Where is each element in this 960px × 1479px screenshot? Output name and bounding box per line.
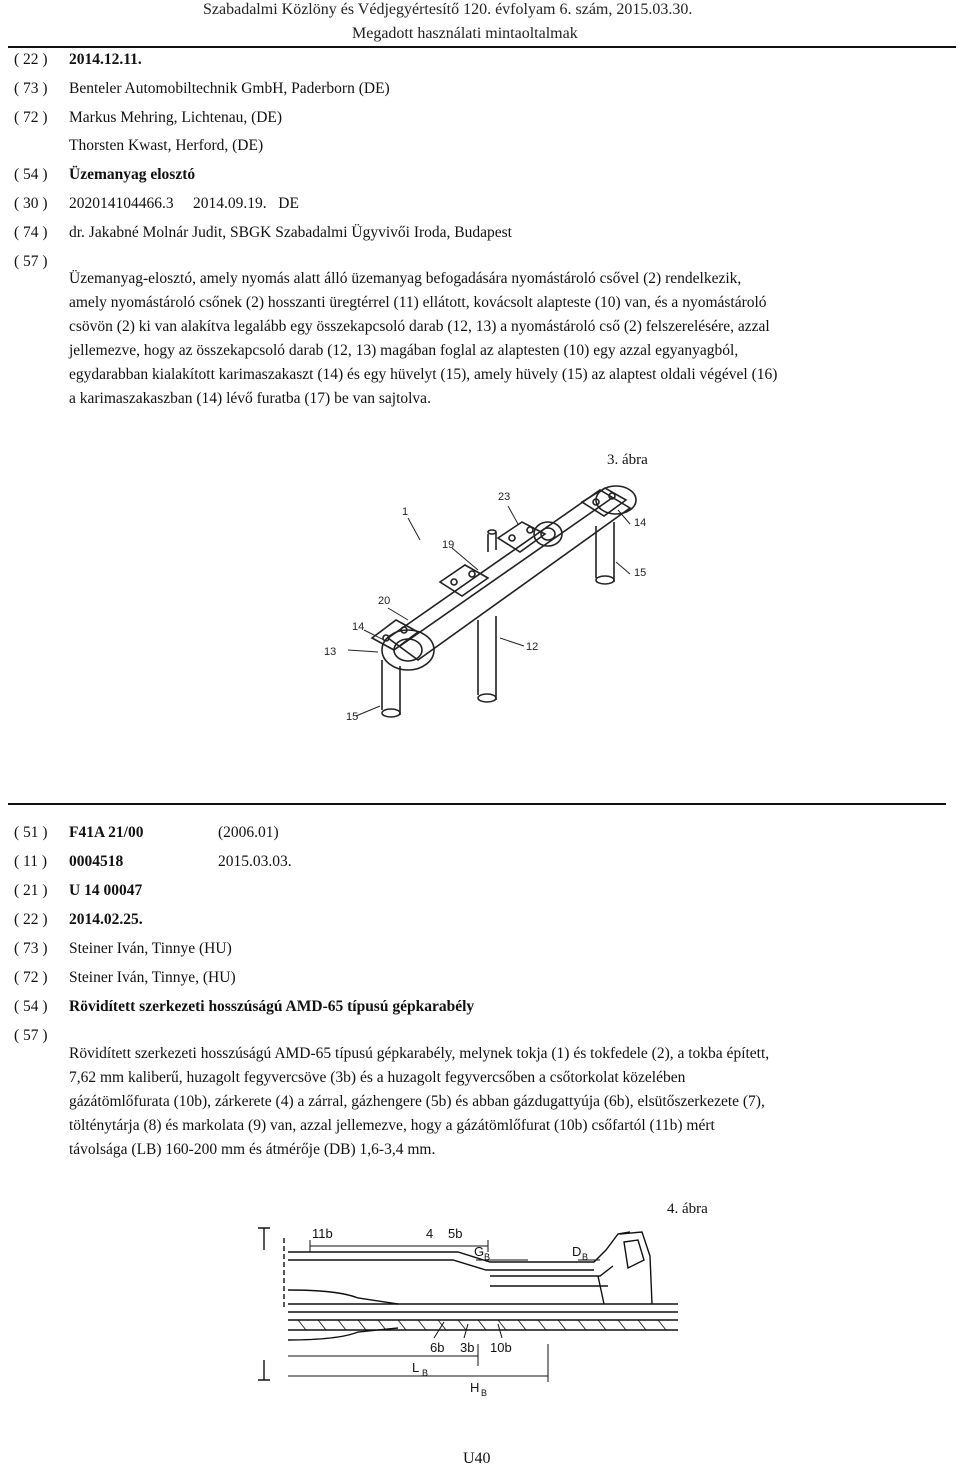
label-g-sub: B: [484, 1252, 491, 1262]
section-title: Megadott használati mintaoltalmak: [352, 25, 578, 42]
code-72: ( 72 ): [14, 969, 48, 986]
ipc-version: (2006.01): [218, 824, 279, 841]
holder: Benteler Automobiltechnik GmbH, Paderborn (DE): [69, 80, 390, 97]
label-6b: 6b: [430, 1340, 445, 1355]
abstract-line: 7,62 mm kaliberű, huzagolt fegyvercsöve (3b) és a huzagolt fegyvercsőben a csőtorkolat közelében: [69, 1069, 686, 1086]
code-22: ( 22 ): [14, 911, 48, 928]
code-21: ( 21 ): [14, 882, 48, 899]
label-h: H: [470, 1380, 480, 1395]
journal-header: Szabadalmi Közlöny és Védjegyértesítő 120. évfolyam 6. szám, 2015.03.30.: [203, 1, 693, 18]
code-73: ( 73 ): [14, 940, 48, 957]
abstract-line: csövön (2) ki van alakítva legalább egy összekapcsoló darab (12, 13) a nyomástároló cső (2) felszerelésére, azzal: [69, 318, 770, 335]
label-1: 1: [402, 506, 409, 518]
label-g: G: [474, 1244, 485, 1259]
abstract-line: jellemezve, hogy az összekapcsoló darab (12, 13) magában foglal az alaptesten (10) egy azzal egyanyagból,: [69, 342, 739, 359]
fuel-rail-drawing: [300, 470, 680, 730]
code-57: ( 57 ): [14, 253, 48, 270]
barrel-section-drawing: [258, 1220, 688, 1405]
label-d: D: [572, 1244, 582, 1259]
abstract-line: gázátömlőfurata (10b), zárkerete (4) a zárral, gázhengere (5b) és abban gázdugattyúja (6b), elsütőszerkezete (7),: [69, 1093, 765, 1110]
code-30: ( 30 ): [14, 195, 48, 212]
abstract-line: tölténytárja (8) és markolata (9) van, azzal jellemezve, hogy a gázátömlőfurat (10b) csőfartól (11b) mért: [69, 1117, 715, 1134]
label-20: 20: [378, 595, 391, 607]
abstract-line: amely nyomástároló csőnek (2) hosszanti üregtérrel (11) ellátott, kovácsolt alapteste (10) van, és a nyomástároló: [69, 294, 767, 311]
abstract: [69, 1042, 909, 1162]
representative: dr. Jakabné Molnár Judit, SBGK Szabadalmi Ügyvivői Iroda, Budapest: [69, 224, 512, 241]
label-23: 23: [498, 491, 511, 503]
ipc-class: F41A 21/00: [69, 824, 144, 841]
filing-date: 2014.12.11.: [69, 51, 142, 68]
label-19: 19: [442, 539, 455, 551]
priority: 202014104466.3 2014.09.19. DE: [69, 195, 299, 212]
code-57: ( 57 ): [14, 1027, 48, 1044]
figure-4: [258, 1220, 688, 1405]
inventor-2: Thorsten Kwast, Herford, (DE): [69, 137, 264, 154]
label-11b: 11b: [312, 1226, 333, 1241]
abstract-line: Üzemanyag-elosztó, amely nyomás alatt álló üzemanyag befogadására nyomástároló csővel (2) rendelkezik,: [69, 270, 742, 287]
abstract-line: egydarabban kialakított karimaszakaszt (14) és egy hüvelyt (15), amely hüvely (15) az alaptest oldali végével (16): [69, 366, 778, 383]
label-13: 13: [324, 646, 337, 658]
label-4: 4: [426, 1226, 434, 1241]
code-54: ( 54 ): [14, 998, 48, 1015]
abstract-line: Rövidített szerkezeti hosszúságú AMD-65 típusú gépkarabély, melynek tokja (1) és tokfedele (2), a tokba épített,: [69, 1045, 770, 1062]
code-22: ( 22 ): [14, 51, 48, 68]
title: Üzemanyag elosztó: [69, 166, 196, 183]
label-12: 12: [526, 641, 539, 653]
application-number: U 14 00047: [69, 882, 143, 899]
code-72: ( 72 ): [14, 109, 48, 126]
header-rule: [8, 46, 956, 48]
code-54: ( 54 ): [14, 166, 48, 183]
figure-caption: 4. ábra: [667, 1201, 708, 1217]
code-51: ( 51 ): [14, 824, 48, 841]
label-14-b: 14: [352, 621, 365, 633]
page-number: U40: [463, 1450, 491, 1467]
label-10b: 10b: [490, 1340, 512, 1355]
label-15-b: 15: [346, 711, 359, 723]
abstract: [69, 267, 909, 411]
figure-caption: 3. ábra: [607, 452, 648, 468]
holder: Steiner Iván, Tinnye (HU): [69, 940, 232, 957]
label-3b: 3b: [460, 1340, 475, 1355]
inventor: Steiner Iván, Tinnye, (HU): [69, 969, 236, 986]
figure-3: [300, 470, 680, 730]
registration-number: 0004518: [69, 853, 124, 870]
inventor-1: Markus Mehring, Lichtenau, (DE): [69, 109, 283, 126]
registration-date: 2015.03.03.: [218, 853, 292, 870]
filing-date: 2014.02.25.: [69, 911, 143, 928]
label-5b: 5b: [448, 1226, 463, 1241]
abstract-line: a karimaszakaszban (14) lévő furatba (17) be van sajtolva.: [69, 390, 431, 407]
label-h-sub: B: [481, 1388, 488, 1398]
entry-separator: [8, 803, 946, 805]
abstract-line: távolsága (LB) 160-200 mm és átmérője (DB) 1,6-3,4 mm.: [69, 1141, 436, 1158]
label-15: 15: [634, 567, 647, 579]
label-l: L: [412, 1360, 420, 1375]
label-d-sub: B: [582, 1252, 589, 1262]
code-11: ( 11 ): [14, 853, 47, 870]
code-73: ( 73 ): [14, 80, 48, 97]
label-14: 14: [634, 517, 647, 529]
title: Rövidített szerkezeti hosszúságú AMD-65 típusú gépkarabély: [69, 998, 475, 1015]
label-l-sub: B: [422, 1368, 429, 1378]
code-74: ( 74 ): [14, 224, 48, 241]
